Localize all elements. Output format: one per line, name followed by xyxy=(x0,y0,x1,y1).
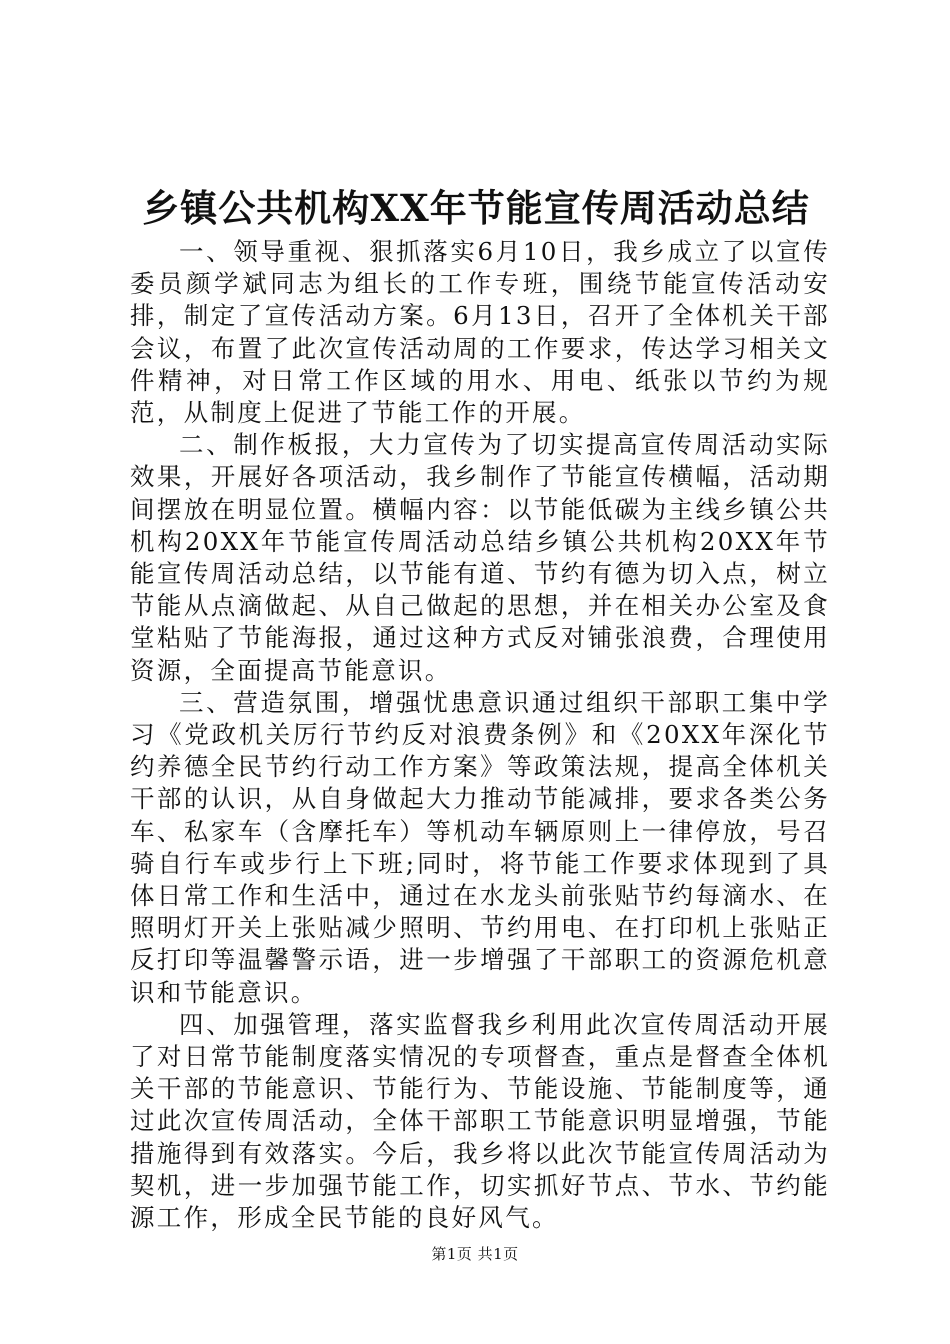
paragraph-1: 一、领导重视、狠抓落实6月10日，我乡成立了以宣传委员颜学斌同志为组长的工作专班，围绕节能宣传活动安排，制定了宣传活动方案。6月13日，召开了全体机关干部会议，布置了此次宣传活动周的工作要求，传达学习相关文件精神，对日常工作区域的用水、用电、纸张以节约为规范，从制度上促进了节能工作的开展。 xyxy=(130,237,830,428)
document-body xyxy=(130,236,830,1234)
document-title: 乡镇公共机构XX年节能宣传周活动总结 xyxy=(142,186,810,230)
paragraph-4: 四、加强管理，落实监督我乡利用此次宣传周活动开展了对日常节能制度落实情况的专项督查，重点是督查全体机关干部的节能意识、节能行为、节能设施、节能制度等，通过此次宣传周活动，全体干部职工节能意识明显增强，节能措施得到有效落实。今后，我乡将以此次节能宣传周活动为契机，进一步加强节能工作，切实抓好节点、节水、节约能源工作，形成全民节能的良好风气。 xyxy=(130,1009,830,1233)
paragraph-2: 二、制作板报，大力宣传为了切实提高宣传周活动实际效果，开展好各项活动，我乡制作了节能宣传横幅，活动期间摆放在明显位置。横幅内容：以节能低碳为主线乡镇公共机构20XX年节能宣传周活动总结乡镇公共机构20XX年节能宣传周活动总结，以节能有道、节约有德为切入点，树立节能从点滴做起、从自己做起的思想，并在相关办公室及食堂粘贴了节能海报，通过这种方式反对铺张浪费，合理使用资源，全面提高节能意识。 xyxy=(130,430,831,685)
page-footer: 第1页 共1页 xyxy=(431,1245,519,1263)
paragraph-3: 三、营造氛围，增强忧患意识通过组织干部职工集中学习《党政机关厉行节约反对浪费条例》和《20XX年深化节约养德全民节约行动工作方案》等政策法规，提高全体机关干部的认识，从自身做起大力推动节能减排，要求各类公务车、私家车（含摩托车）等机动车辆原则上一律停放，号召骑自行车或步行上下班;同时，将节能工作要求体现到了具体日常工作和生活中，通过在水龙头前张贴节约每滴水、在照明灯开关上张贴减少照明、节约用电、在打印机上张贴正反打印等温馨警示语，进一步增强了干部职工的资源危机意识和节能意识。 xyxy=(130,687,830,1007)
